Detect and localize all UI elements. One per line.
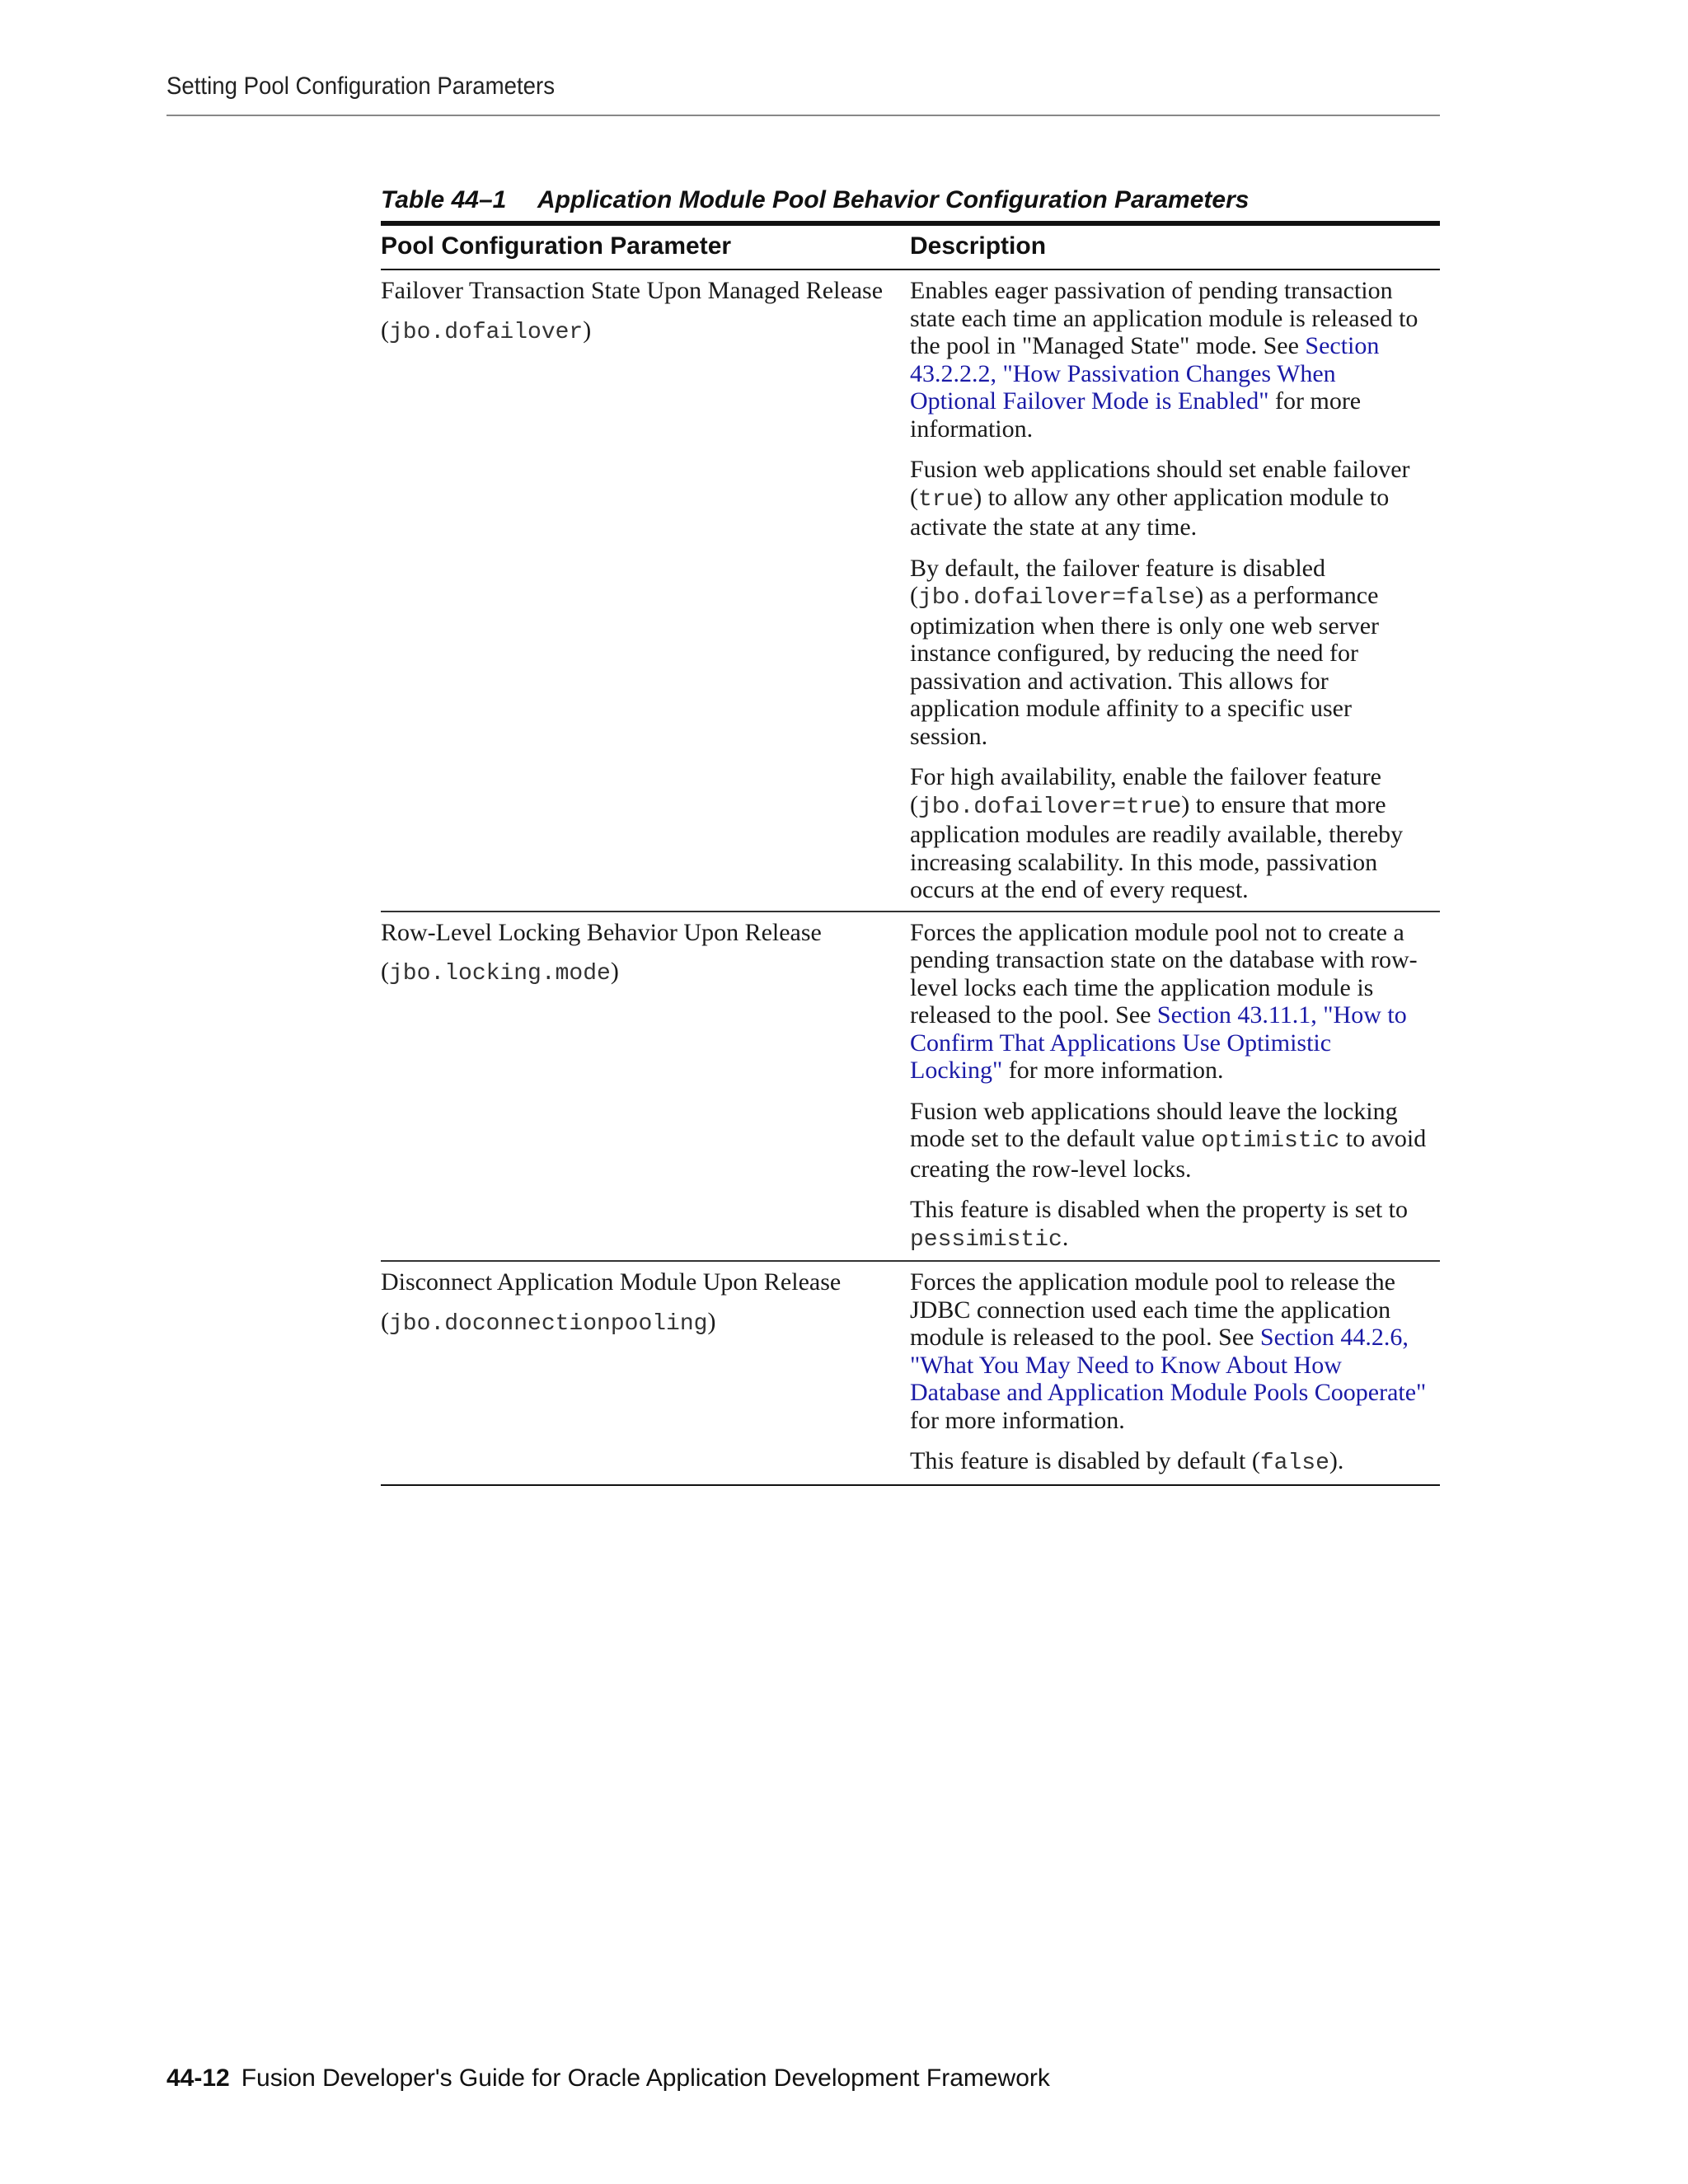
cross-reference-link[interactable]: Section 44.2.6, "What You May Need to Know About How Database and Application Module Pools Cooperate"	[910, 1324, 1427, 1406]
param-key-code: jbo.doconnectionpooling	[389, 1310, 708, 1337]
inline-code: true	[918, 486, 974, 513]
description-text: Forces the application module pool to release the JDBC connection used each time the application module is released to the pool. See	[910, 1268, 1395, 1351]
param-key-code: jbo.dofailover	[389, 319, 584, 345]
table-row-disconnect	[381, 1261, 1440, 1485]
param-key: (jbo.locking.mode)	[381, 958, 619, 987]
table-row-locking	[381, 912, 1440, 1262]
description-text: ) to ensure that more application modules are readily available, thereby increasing scalability. In this mode, passivation occurs at the end of every request.	[910, 790, 1404, 903]
param-cell	[381, 912, 910, 1262]
running-header: Setting Pool Configuration Parameters	[166, 73, 555, 100]
description-paragraph	[910, 555, 1428, 751]
inline-code: optimistic	[1201, 1128, 1340, 1154]
description-text: This feature is disabled by default (	[910, 1447, 1260, 1474]
description-text: Forces the application module pool not to create a pending transaction state on the database with row-level locks each time the application module is released to the pool. See	[910, 918, 1418, 1029]
header-rule	[166, 115, 1440, 116]
description-paragraph	[910, 1196, 1428, 1254]
cross-reference-link[interactable]: Section 43.2.2.2, "How Passivation Changes When Optional Failover Mode is Enabled"	[910, 332, 1380, 415]
description-paragraph	[910, 919, 1428, 1085]
description-cell	[910, 1261, 1440, 1485]
description-text: for more information.	[910, 1406, 1125, 1434]
page-number: 44-12	[166, 2064, 230, 2092]
description-paragraph	[910, 1098, 1428, 1183]
parameters-table-block	[381, 183, 1440, 1486]
description-cell	[910, 912, 1440, 1262]
column-header-parameter: Pool Configuration Parameter	[381, 223, 910, 269]
description-text: Enables eager passivation of pending transaction state each time an application module is released to the pool in "Managed State" mode. See	[910, 277, 1418, 359]
description-paragraph	[910, 763, 1428, 904]
param-key: (jbo.doconnectionpooling)	[381, 1307, 716, 1337]
param-cell	[381, 1261, 910, 1485]
inline-code: false	[1259, 1451, 1329, 1476]
description-paragraph	[910, 277, 1428, 443]
column-header-description: Description	[910, 223, 1440, 269]
inline-code: jbo.dofailover=false	[918, 585, 1196, 611]
param-cell	[381, 269, 910, 912]
description-text: to avoid creating the row-level locks.	[910, 1125, 1427, 1183]
description-text: .	[1062, 1223, 1069, 1251]
param-key: (jbo.dofailover)	[381, 316, 592, 345]
param-name: Failover Transaction State Upon Managed Release	[381, 277, 884, 304]
inline-code: jbo.dofailover=true	[918, 794, 1182, 820]
table-header-row	[381, 223, 1440, 269]
table-caption-title: Application Module Pool Behavior Configuration Parameters	[537, 186, 1250, 213]
description-paragraph	[910, 456, 1428, 541]
description-cell	[910, 269, 1440, 912]
table-caption	[381, 183, 1440, 221]
table-row-failover	[381, 269, 1440, 912]
parameters-table	[381, 221, 1440, 1486]
description-text: for more information.	[1002, 1057, 1224, 1084]
description-text: Fusion web applications should leave the locking mode set to the default value	[910, 1097, 1398, 1152]
param-name: Row-Level Locking Behavior Upon Release	[381, 918, 822, 946]
param-key-code: jbo.locking.mode	[389, 961, 611, 987]
cross-reference-link[interactable]: Section 43.11.1, "How to Confirm That Applications Use Optimistic Locking"	[910, 1001, 1407, 1084]
description-text: By default, the failover feature is disabled (	[910, 554, 1325, 609]
description-text: For high availability, enable the failover feature (	[910, 763, 1381, 818]
description-paragraph	[910, 1268, 1428, 1434]
description-text: for more information.	[910, 387, 1362, 443]
description-text: ) to allow any other application module to activate the state at any time.	[910, 483, 1390, 541]
table-caption-number: Table 44–1	[381, 186, 507, 213]
param-name: Disconnect Application Module Upon Release	[381, 1268, 842, 1296]
description-text: ) as a performance optimization when there is only one web server instance configured, by reducing the need for passivation and activation. This allows for application module affinity to a specific user session.	[910, 582, 1380, 750]
book-title: Fusion Developer's Guide for Oracle Application Development Framework	[241, 2064, 1050, 2092]
description-paragraph	[910, 1447, 1428, 1478]
inline-code: pessimistic	[910, 1226, 1062, 1253]
page-footer	[166, 2064, 1050, 2093]
description-text: ).	[1329, 1447, 1344, 1474]
description-text: This feature is disabled when the property is set to	[910, 1196, 1409, 1223]
description-text: Fusion web applications should set enable failover (	[910, 456, 1410, 511]
